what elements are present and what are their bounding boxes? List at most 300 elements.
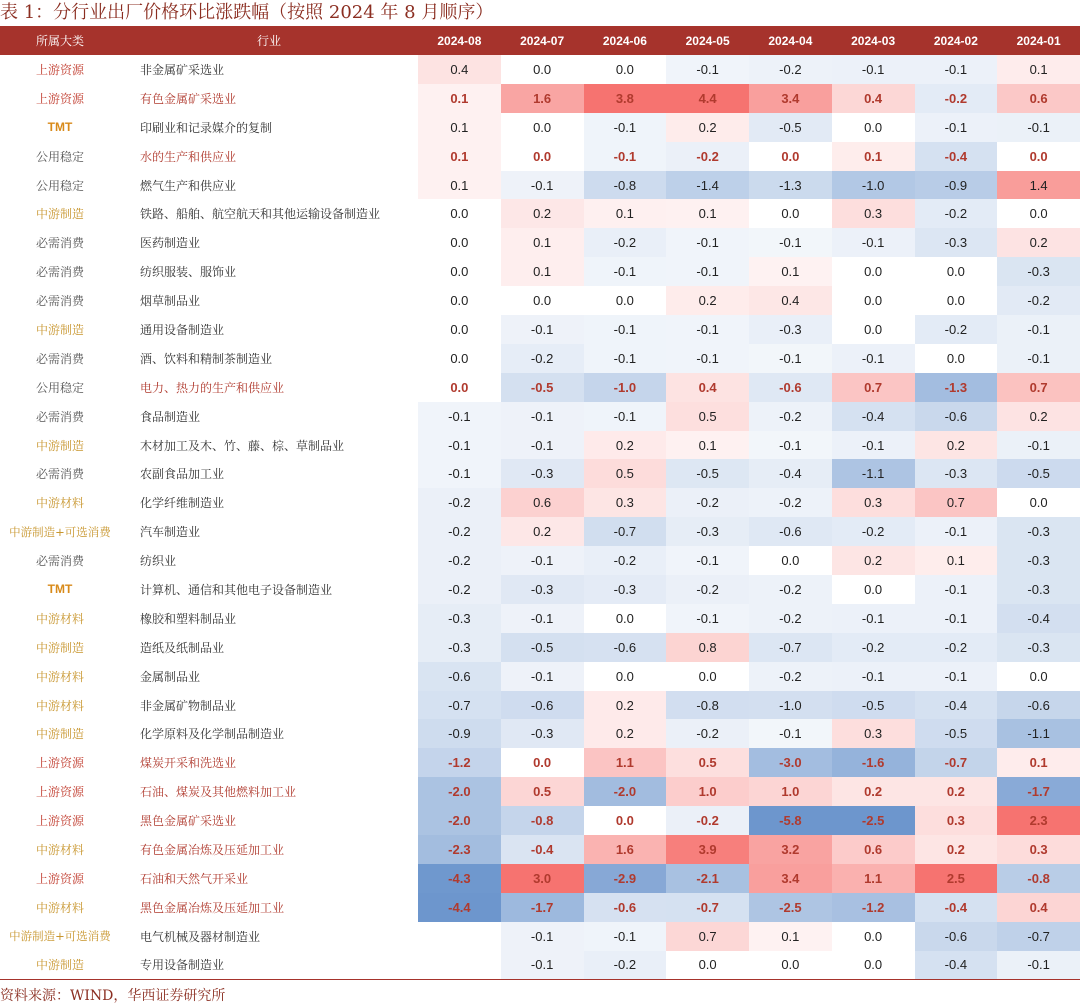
value-cell: 0.6	[997, 84, 1080, 113]
table-row	[0, 286, 1080, 315]
value-cell: -0.1	[749, 228, 832, 257]
value-cell: -0.1	[418, 402, 501, 431]
table-row	[0, 142, 1080, 171]
value-cell: -0.9	[915, 171, 998, 200]
category-cell: 上游资源	[35, 871, 84, 886]
value-cell: 0.0	[533, 755, 552, 771]
table-row	[0, 951, 1080, 980]
value-cell: -0.9	[418, 719, 501, 748]
value-cell: -0.1	[501, 662, 584, 691]
value-cell: -0.5	[501, 373, 584, 402]
value-cell: -0.1	[915, 55, 998, 84]
industry-cell: 橡胶和塑料制品业	[140, 611, 237, 626]
industry-cell: 食品制造业	[140, 409, 201, 424]
value-cell: -0.1	[915, 113, 998, 142]
value-cell: -0.6	[584, 633, 667, 662]
value-cell: 0.0	[781, 206, 800, 222]
value-cell: -2.0	[418, 777, 501, 806]
category-cell: 中游制造	[35, 438, 84, 453]
value-cell: -0.1	[832, 344, 915, 373]
table-body	[0, 55, 1080, 980]
value-cell: -0.1	[501, 951, 584, 980]
value-cell: 0.0	[864, 928, 883, 944]
industry-cell: 电气机械及器材制造业	[140, 929, 261, 944]
table-row	[0, 431, 1080, 460]
value-cell: -0.1	[997, 113, 1080, 142]
value-cell: -0.8	[501, 806, 584, 835]
value-cell: 0.0	[533, 61, 552, 77]
value-cell: 0.2	[915, 431, 998, 460]
category-cell: 上游资源	[35, 814, 84, 829]
value-cell: 3.2	[749, 835, 832, 864]
value-cell: -1.1	[997, 719, 1080, 748]
value-cell: -0.5	[501, 633, 584, 662]
industry-cell: 纺织服装、服饰业	[140, 265, 237, 280]
value-cell: 0.0	[615, 668, 634, 684]
value-cell: 0.1	[666, 199, 749, 228]
value-cell: -0.2	[915, 84, 998, 113]
industry-cell: 非金属矿采选业	[140, 62, 225, 77]
category-cell: 上游资源	[35, 91, 84, 106]
header-month: 2024-02	[933, 33, 978, 48]
value-cell: -0.2	[749, 662, 832, 691]
value-cell: -0.7	[418, 691, 501, 720]
value-cell: -0.3	[915, 228, 998, 257]
table-title: 表 1：分行业出厂价格环比涨跌幅（按照 2024 年 8 月顺序）	[0, 2, 494, 23]
value-cell: 0.2	[584, 691, 667, 720]
value-cell: 3.4	[749, 84, 832, 113]
value-cell: -0.2	[584, 546, 667, 575]
value-cell: 0.0	[864, 321, 883, 337]
value-cell: 0.0	[781, 148, 800, 164]
value-cell: 0.3	[832, 488, 915, 517]
category-cell: TMT	[47, 120, 73, 135]
value-cell: -0.1	[832, 431, 915, 460]
value-cell: -1.7	[501, 893, 584, 922]
value-cell: 0.0	[864, 293, 883, 309]
value-cell: -0.1	[584, 142, 667, 171]
value-cell: -0.1	[666, 55, 749, 84]
value-cell: 1.0	[666, 777, 749, 806]
value-cell: -0.6	[584, 893, 667, 922]
value-cell: -2.0	[418, 806, 501, 835]
value-cell: 0.1	[418, 84, 501, 113]
source-note: 资料来源：WIND，华西证券研究所	[0, 988, 226, 1004]
table-row	[0, 113, 1080, 142]
value-cell: -0.4	[832, 402, 915, 431]
industry-cell: 造纸及纸制品业	[140, 640, 225, 655]
value-cell: 0.1	[997, 55, 1080, 84]
industry-cell: 石油和天然气开采业	[140, 871, 249, 886]
category-cell: 中游制造	[0, 951, 120, 980]
value-cell: 0.2	[832, 546, 915, 575]
value-cell: 1.1	[584, 748, 667, 777]
value-cell: -0.5	[915, 719, 998, 748]
category-cell: 上游资源	[35, 62, 84, 77]
value-cell: -0.2	[418, 546, 501, 575]
value-cell: 0.2	[997, 228, 1080, 257]
table-row	[0, 344, 1080, 373]
value-cell: -0.2	[749, 402, 832, 431]
value-cell: 1.6	[584, 835, 667, 864]
value-cell: -1.3	[749, 171, 832, 200]
value-cell: -0.4	[915, 951, 998, 980]
industry-cell: 酒、饮料和精制茶制造业	[140, 351, 273, 366]
value-cell: -0.1	[915, 662, 998, 691]
value-cell: -0.2	[418, 488, 501, 517]
value-cell: 0.4	[997, 893, 1080, 922]
value-cell: 0.0	[698, 668, 717, 684]
value-cell: -0.2	[666, 806, 749, 835]
table-row	[0, 546, 1080, 575]
table-row	[0, 488, 1080, 517]
category-cell: 中游制造+可选消费	[9, 929, 111, 944]
value-cell: 0.1	[915, 546, 998, 575]
industry-cell: 有色金属矿采选业	[140, 91, 237, 106]
value-cell: 0.0	[450, 350, 469, 366]
value-cell: -2.1	[666, 864, 749, 893]
value-cell: 0.2	[997, 402, 1080, 431]
industry-cell: 石油、煤炭及其他燃料加工业	[140, 785, 297, 800]
value-cell: -0.5	[997, 459, 1080, 488]
value-cell: 0.2	[832, 777, 915, 806]
value-cell: 1.6	[501, 84, 584, 113]
header-month: 2024-01	[1016, 33, 1061, 48]
value-cell: -0.2	[997, 286, 1080, 315]
value-cell: -0.4	[749, 459, 832, 488]
price-change-table	[0, 26, 1080, 980]
value-cell: -0.8	[666, 691, 749, 720]
value-cell: 0.1	[501, 228, 584, 257]
category-cell: 公用稳定	[35, 149, 84, 164]
category-cell: 中游制造	[35, 207, 84, 222]
value-cell: 0.5	[666, 402, 749, 431]
value-cell: -0.2	[832, 633, 915, 662]
value-cell: -0.2	[666, 488, 749, 517]
value-cell: -0.1	[915, 517, 998, 546]
industry-cell: 专用设备制造业	[120, 951, 418, 980]
value-cell: -0.3	[666, 517, 749, 546]
value-cell: 0.0	[533, 148, 552, 164]
value-cell: -0.2	[584, 228, 667, 257]
industry-cell: 烟草制品业	[140, 294, 201, 309]
value-cell: -0.2	[749, 55, 832, 84]
industry-cell: 金属制品业	[140, 669, 201, 684]
value-cell: 0.1	[584, 199, 667, 228]
value-cell: 0.0	[1029, 148, 1048, 164]
table-row	[0, 373, 1080, 402]
value-cell: -0.1	[501, 171, 584, 200]
value-cell: -2.5	[749, 893, 832, 922]
value-cell: -5.8	[749, 806, 832, 835]
value-cell: -0.4	[915, 142, 998, 171]
value-cell: -0.2	[915, 199, 998, 228]
value-cell: 0.2	[584, 719, 667, 748]
value-cell: 1.4	[997, 171, 1080, 200]
industry-cell: 纺织业	[140, 554, 177, 569]
category-cell: 中游制造	[35, 727, 84, 742]
value-cell: -0.6	[501, 691, 584, 720]
value-cell: -1.2	[418, 748, 501, 777]
value-cell: -0.1	[749, 431, 832, 460]
value-cell: -0.2	[749, 575, 832, 604]
value-cell: 0.0	[615, 61, 634, 77]
value-cell: -0.4	[501, 835, 584, 864]
value-cell: -0.6	[997, 691, 1080, 720]
value-cell: 0.0	[832, 951, 915, 980]
value-cell: -0.3	[501, 719, 584, 748]
value-cell: -0.1	[666, 315, 749, 344]
value-cell: -0.3	[584, 575, 667, 604]
table-row	[0, 55, 1080, 84]
value-cell: 0.0	[666, 951, 749, 980]
value-cell: -0.1	[501, 431, 584, 460]
value-cell: 0.3	[832, 199, 915, 228]
value-cell: -0.7	[915, 748, 998, 777]
value-cell: -0.4	[997, 604, 1080, 633]
value-cell: 4.4	[666, 84, 749, 113]
industry-cell: 木材加工及木、竹、藤、棕、草制品业	[140, 438, 345, 453]
value-cell: -0.1	[584, 257, 667, 286]
value-cell: 0.6	[832, 835, 915, 864]
table-row	[0, 315, 1080, 344]
value-cell: -0.7	[584, 517, 667, 546]
value-cell: 0.1	[666, 431, 749, 460]
industry-cell: 农副食品加工业	[140, 467, 225, 482]
header-month: 2024-08	[437, 33, 482, 48]
value-cell: -0.3	[749, 315, 832, 344]
value-cell: 0.7	[997, 373, 1080, 402]
value-cell: -0.7	[997, 922, 1080, 951]
table-row	[0, 257, 1080, 286]
category-cell: 中游材料	[35, 842, 84, 857]
value-cell: 0.2	[584, 431, 667, 460]
value-cell: -0.4	[915, 691, 998, 720]
value-cell: -0.2	[666, 142, 749, 171]
value-cell: -0.1	[666, 604, 749, 633]
value-cell: 3.9	[666, 835, 749, 864]
value-cell: 0.4	[832, 84, 915, 113]
header-month: 2024-07	[520, 33, 565, 48]
table-row	[0, 402, 1080, 431]
value-cell: 0.0	[864, 119, 883, 135]
value-cell: -0.6	[915, 922, 998, 951]
value-cell: 0.4	[418, 55, 501, 84]
table-row	[0, 748, 1080, 777]
value-cell: -0.2	[749, 604, 832, 633]
value-cell: -0.2	[915, 315, 998, 344]
value-cell	[418, 951, 501, 980]
value-cell: 0.0	[450, 264, 469, 280]
value-cell: -0.1	[584, 315, 667, 344]
value-cell: -0.1	[997, 315, 1080, 344]
value-cell: -1.7	[997, 777, 1080, 806]
category-cell: TMT	[47, 582, 73, 597]
value-cell: -0.5	[749, 113, 832, 142]
header-month: 2024-05	[685, 33, 730, 48]
value-cell: -1.0	[749, 691, 832, 720]
industry-cell: 电力、热力的生产和供应业	[140, 380, 285, 395]
value-cell: -0.1	[666, 228, 749, 257]
category-cell: 公用稳定	[35, 380, 84, 395]
value-cell: -0.3	[418, 633, 501, 662]
value-cell: 0.7	[832, 373, 915, 402]
value-cell: -2.5	[832, 806, 915, 835]
value-cell: -0.6	[418, 662, 501, 691]
value-cell: 0.2	[915, 777, 998, 806]
value-cell: 1.0	[749, 777, 832, 806]
value-cell: -1.0	[584, 373, 667, 402]
value-cell: -0.2	[666, 575, 749, 604]
table-row	[0, 835, 1080, 864]
value-cell: -4.4	[418, 893, 501, 922]
value-cell: 0.5	[501, 777, 584, 806]
industry-cell: 非金属矿物制品业	[140, 698, 237, 713]
header-month: 2024-03	[851, 33, 896, 48]
value-cell: 0.8	[666, 633, 749, 662]
value-cell: -0.2	[584, 951, 667, 980]
value-cell: -0.7	[666, 893, 749, 922]
value-cell: 0.0	[1029, 206, 1048, 222]
value-cell: -0.4	[915, 893, 998, 922]
value-cell: 2.5	[915, 864, 998, 893]
value-cell: 3.4	[749, 864, 832, 893]
value-cell: -0.6	[749, 517, 832, 546]
value-cell: 0.0	[615, 610, 634, 626]
value-cell: -0.3	[997, 517, 1080, 546]
industry-cell: 计算机、通信和其他电子设备制造业	[140, 582, 333, 597]
table-row	[0, 171, 1080, 200]
value-cell: 0.0	[1029, 668, 1048, 684]
industry-cell: 黑色金属矿采选业	[140, 814, 237, 829]
table-row	[0, 575, 1080, 604]
value-cell: 0.0	[450, 379, 469, 395]
value-cell: 0.0	[615, 293, 634, 309]
value-cell: -0.8	[997, 864, 1080, 893]
value-cell: -0.1	[832, 228, 915, 257]
industry-cell: 印刷业和记录媒介的复制	[140, 120, 273, 135]
value-cell: 0.1	[997, 748, 1080, 777]
value-cell: -0.1	[418, 431, 501, 460]
value-cell: 0.0	[450, 206, 469, 222]
value-cell: -0.1	[749, 719, 832, 748]
value-cell: 0.0	[450, 293, 469, 309]
table-row	[0, 199, 1080, 228]
industry-cell: 煤炭开采和洗选业	[140, 756, 237, 771]
value-cell: 0.1	[501, 257, 584, 286]
value-cell: -0.1	[666, 546, 749, 575]
value-cell	[418, 922, 501, 951]
category-cell: 必需消费	[35, 294, 84, 309]
value-cell: -0.3	[997, 546, 1080, 575]
value-cell: 0.0	[946, 293, 965, 309]
category-cell: 中游制造+可选消费	[9, 524, 111, 539]
table-row	[0, 922, 1080, 951]
category-cell: 中游材料	[35, 611, 84, 626]
value-cell: 0.7	[915, 488, 998, 517]
value-cell: 0.0	[615, 813, 634, 829]
value-cell: 0.3	[915, 806, 998, 835]
value-cell: 0.5	[666, 748, 749, 777]
value-cell: -0.1	[584, 402, 667, 431]
table-row	[0, 719, 1080, 748]
value-cell: 0.4	[666, 373, 749, 402]
value-cell: 0.7	[666, 922, 749, 951]
industry-cell: 通用设备制造业	[140, 322, 225, 337]
value-cell: -0.2	[501, 344, 584, 373]
value-cell: -0.1	[501, 546, 584, 575]
table-row	[0, 228, 1080, 257]
value-cell: 0.1	[749, 922, 832, 951]
category-cell: 必需消费	[35, 265, 84, 280]
value-cell: 0.1	[418, 142, 501, 171]
value-cell: 0.0	[533, 119, 552, 135]
value-cell: 0.0	[450, 235, 469, 251]
table-row	[0, 633, 1080, 662]
value-cell: 0.3	[832, 719, 915, 748]
value-cell: -0.1	[997, 951, 1080, 980]
value-cell: -0.2	[915, 633, 998, 662]
value-cell: 0.0	[533, 293, 552, 309]
value-cell: -0.1	[501, 922, 584, 951]
value-cell: 0.0	[450, 321, 469, 337]
value-cell: 0.3	[997, 835, 1080, 864]
value-cell: -0.2	[832, 517, 915, 546]
value-cell: 0.0	[946, 264, 965, 280]
value-cell: -0.3	[501, 459, 584, 488]
industry-cell: 黑色金属冶炼及压延加工业	[140, 900, 285, 915]
value-cell: -0.3	[997, 257, 1080, 286]
table-row	[0, 893, 1080, 922]
table-row	[0, 864, 1080, 893]
value-cell: -0.2	[418, 517, 501, 546]
value-cell: 0.0	[781, 553, 800, 569]
value-cell: -2.9	[584, 864, 667, 893]
value-cell: -0.1	[584, 922, 667, 951]
value-cell: 0.4	[749, 286, 832, 315]
value-cell: -0.3	[418, 604, 501, 633]
value-cell: -1.2	[832, 893, 915, 922]
value-cell: -0.3	[997, 575, 1080, 604]
value-cell: 0.0	[864, 264, 883, 280]
value-cell: 0.0	[946, 350, 965, 366]
value-cell: -1.1	[832, 459, 915, 488]
value-cell: -2.3	[418, 835, 501, 864]
industry-cell: 化学原料及化学制品制造业	[140, 727, 285, 742]
table-row	[0, 604, 1080, 633]
value-cell: -0.1	[832, 55, 915, 84]
value-cell: -0.6	[915, 402, 998, 431]
value-cell: 0.0	[749, 951, 832, 980]
category-cell: 必需消费	[35, 467, 84, 482]
value-cell: 0.3	[584, 488, 667, 517]
value-cell: -0.1	[418, 459, 501, 488]
industry-cell: 化学纤维制造业	[140, 496, 225, 511]
value-cell: -0.2	[749, 488, 832, 517]
value-cell: -0.6	[749, 373, 832, 402]
value-cell: 0.1	[418, 171, 501, 200]
value-cell: -0.1	[832, 604, 915, 633]
value-cell: -0.5	[832, 691, 915, 720]
value-cell: -0.8	[584, 171, 667, 200]
value-cell: -0.1	[749, 344, 832, 373]
value-cell: 1.1	[832, 864, 915, 893]
value-cell: -0.1	[666, 344, 749, 373]
value-cell: 3.8	[584, 84, 667, 113]
value-cell: -0.2	[418, 575, 501, 604]
value-cell: 0.1	[749, 257, 832, 286]
category-cell: 必需消费	[35, 236, 84, 251]
